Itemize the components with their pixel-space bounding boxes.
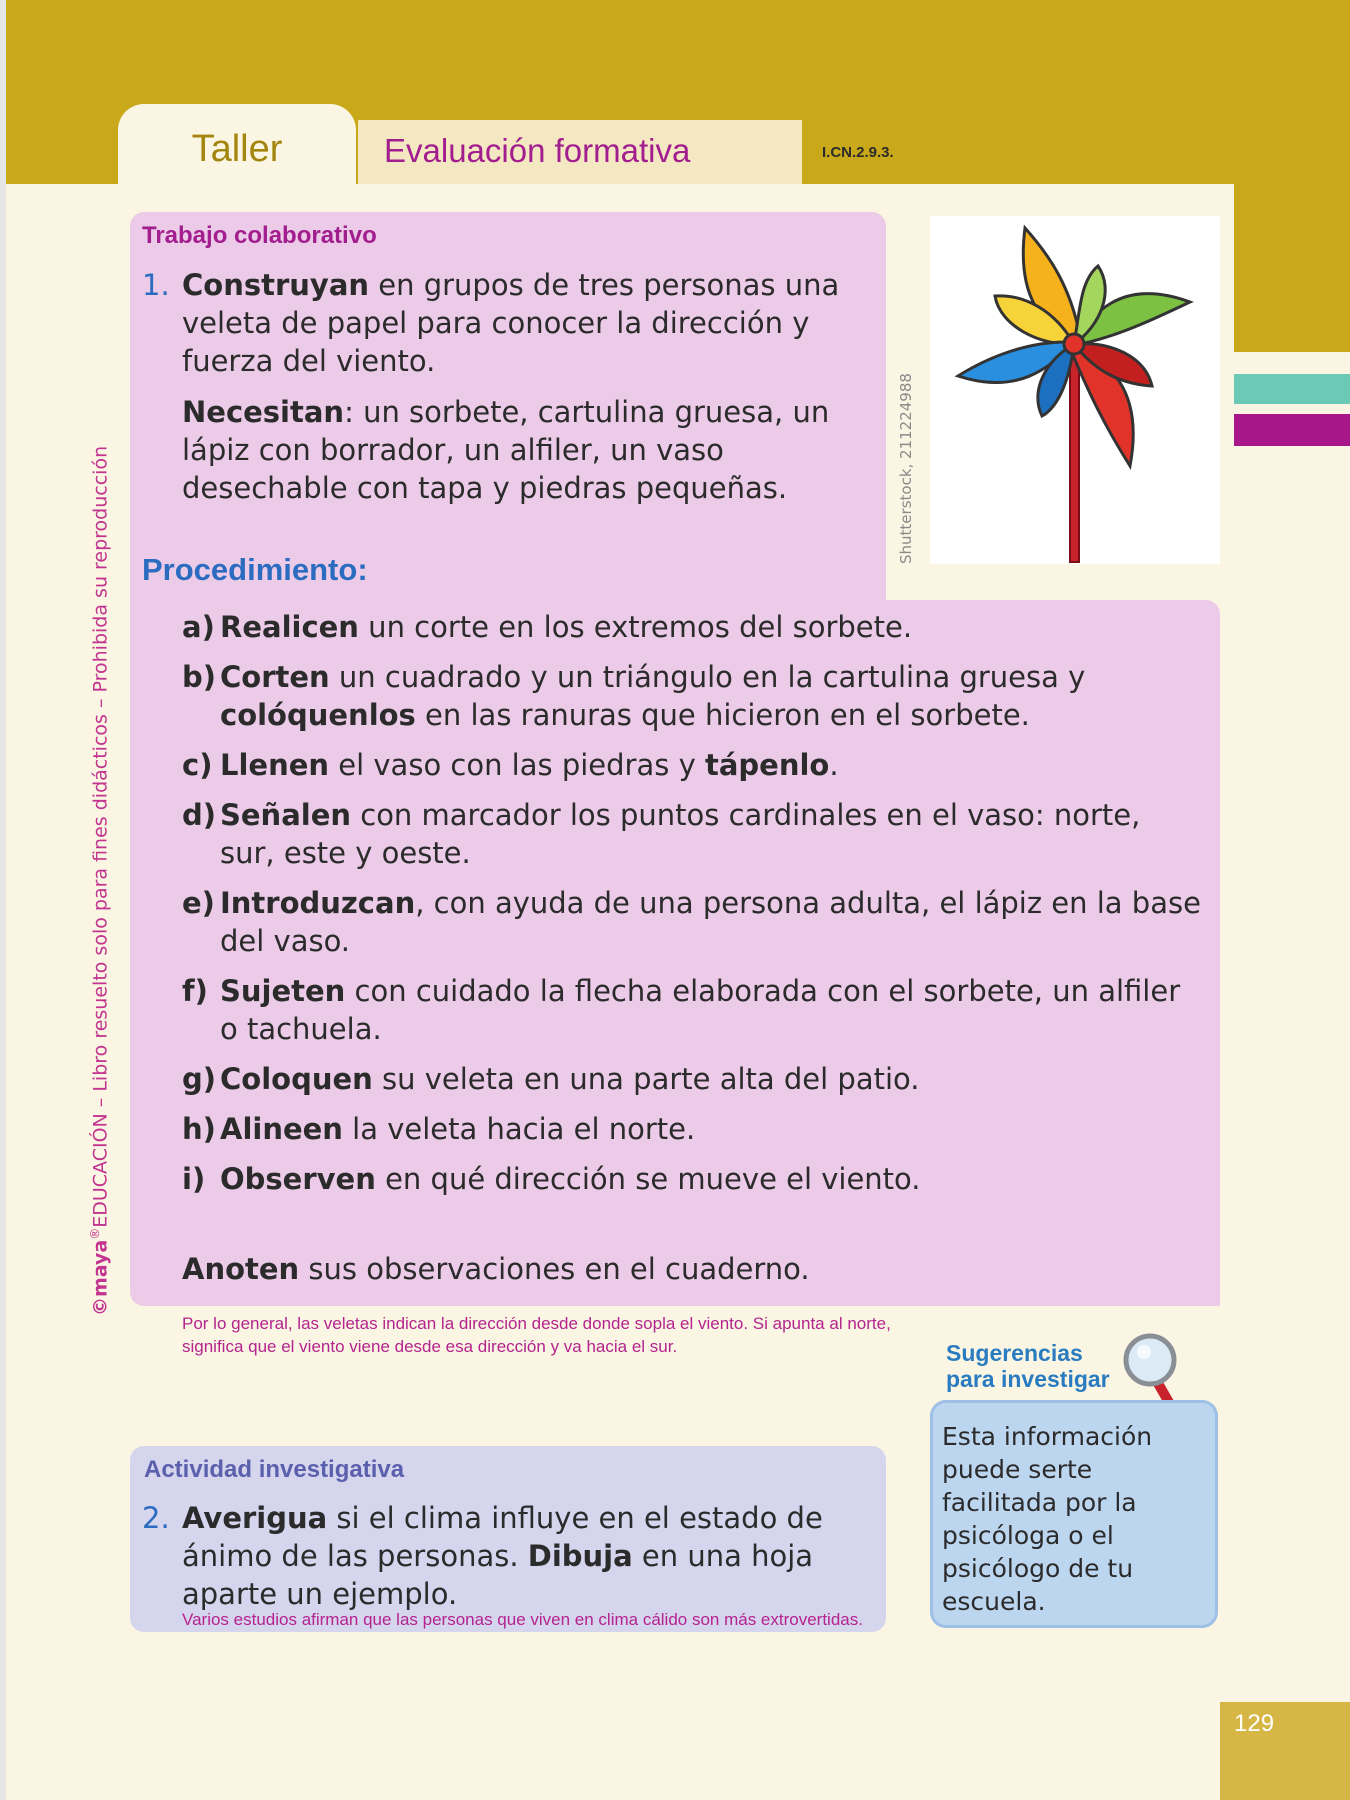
suggestions-text: Esta información puede serte facilitada por la psicóloga o el psicólogo de tu escuela. bbox=[942, 1422, 1153, 1616]
investigativa-label: Actividad investigativa bbox=[144, 1456, 405, 1483]
step-verb: Sujeten bbox=[220, 974, 346, 1008]
question-text: en grupos de tres personas una veleta de papel para conocer la dirección y fuerza del viento. bbox=[182, 268, 840, 378]
step-verb: Coloquen bbox=[220, 1062, 373, 1096]
procedure-steps bbox=[182, 608, 1202, 1210]
step-text bbox=[220, 796, 1202, 872]
step-text bbox=[220, 884, 1202, 960]
step-text bbox=[220, 1060, 1202, 1098]
procedure-step bbox=[182, 746, 1202, 784]
procedure-step bbox=[182, 1160, 1202, 1198]
procedure-step bbox=[182, 658, 1202, 734]
question-2-text2: en una hoja aparte un ejemplo. bbox=[182, 1539, 814, 1611]
step-text bbox=[220, 1110, 1202, 1148]
step-label: i) bbox=[182, 1162, 206, 1196]
step-fragment: , con ayuda de una persona adulta, el lápiz en la base del vaso. bbox=[220, 886, 1201, 958]
colaborativo-label: Trabajo colaborativo bbox=[142, 222, 377, 249]
question-2-number: 2. bbox=[142, 1501, 170, 1535]
indicator-code: I.CN.2.9.3. bbox=[822, 144, 894, 161]
question-verb: Construyan bbox=[182, 268, 370, 302]
suggestions-title-line2: para investigar bbox=[946, 1366, 1110, 1392]
step-fragment: su veleta en una parte alta del patio. bbox=[372, 1062, 920, 1096]
step-verb: Corten bbox=[220, 660, 330, 694]
step-fragment: un cuadrado y un triángulo en la cartulina gruesa y bbox=[329, 660, 1086, 694]
question-2-verb2: Dibuja bbox=[527, 1539, 633, 1573]
procedure-step bbox=[182, 972, 1202, 1048]
step-verb: Alineen bbox=[220, 1112, 343, 1146]
step-verb: Señalen bbox=[220, 798, 352, 832]
step-label: f) bbox=[182, 974, 208, 1008]
right-color-band bbox=[1234, 184, 1350, 352]
materials-paragraph bbox=[182, 393, 882, 507]
step-text bbox=[220, 608, 1202, 646]
page-number: 129 bbox=[1234, 1710, 1275, 1737]
step-verb: Introduzcan bbox=[220, 886, 416, 920]
closing-text: sus observaciones en el cuaderno. bbox=[299, 1252, 810, 1286]
procedure-step bbox=[182, 608, 1202, 646]
step-verb: Llenen bbox=[220, 748, 330, 782]
step-fragment: con cuidado la flecha elaborada con el sorbete, un alfiler o tachuela. bbox=[220, 974, 1181, 1046]
materials-text: : un sorbete, cartulina gruesa, un lápiz con borrador, un alfiler, un vaso desechable con tapa y piedras pequeñas. bbox=[182, 395, 830, 505]
pinwheel-photo bbox=[930, 216, 1220, 564]
procedure-step bbox=[182, 796, 1202, 872]
copyright-sidebar bbox=[88, 446, 111, 1316]
registered-mark: ® bbox=[88, 1227, 102, 1240]
step-label: g) bbox=[182, 1062, 217, 1096]
step-fragment: en las ranuras que hicieron en el sorbete. bbox=[415, 698, 1030, 732]
question-2-text1: si el clima influye en el estado de ánimo de las personas. bbox=[182, 1501, 823, 1573]
teal-edge-tab bbox=[1234, 374, 1350, 404]
pinwheel-icon bbox=[930, 216, 1220, 564]
step-verb: tápenlo bbox=[704, 748, 830, 782]
step-fragment: el vaso con las piedras y bbox=[329, 748, 705, 782]
step-text bbox=[220, 1160, 1202, 1198]
step-verb: Observen bbox=[220, 1162, 376, 1196]
procedure-step bbox=[182, 884, 1202, 960]
step-fragment: . bbox=[829, 748, 839, 782]
step-label: b) bbox=[182, 660, 217, 694]
step-fragment: en qué dirección se mueve el viento. bbox=[375, 1162, 921, 1196]
closing-verb: Anoten bbox=[182, 1252, 300, 1286]
step-label: e) bbox=[182, 886, 215, 920]
question-2 bbox=[142, 1499, 872, 1613]
photo-credit: Shutterstock, 211224988 bbox=[897, 373, 915, 564]
procedure-step bbox=[182, 1060, 1202, 1098]
taller-label: Taller bbox=[191, 128, 283, 170]
question-number: 1. bbox=[142, 268, 170, 302]
step-text bbox=[220, 658, 1202, 734]
procedure-step bbox=[182, 1110, 1202, 1148]
left-page-edge bbox=[0, 0, 6, 1800]
step-text bbox=[220, 972, 1202, 1048]
step-verb: Realicen bbox=[220, 610, 359, 644]
answer-note-2: Varios estudios afirman que las personas que viven en clima cálido son más extrovertidas. bbox=[182, 1610, 863, 1629]
copyright-text: EDUCACIÓN – Libro resuelto solo para fines didácticos – Prohibida su reproducción bbox=[89, 445, 112, 1228]
magenta-edge-tab bbox=[1234, 414, 1350, 446]
answer-note-1: Por lo general, las veletas indican la dirección desde donde sopla el viento. Si apunta al norte, significa que el viento viene desde esa dirección y va hacia el sur. bbox=[182, 1314, 891, 1356]
step-verb: colóquenlos bbox=[220, 698, 416, 732]
suggestions-title bbox=[946, 1340, 1110, 1392]
step-label: c) bbox=[182, 748, 213, 782]
step-fragment: la veleta hacia el norte. bbox=[342, 1112, 696, 1146]
question-1 bbox=[142, 266, 882, 380]
materials-label: Necesitan bbox=[182, 395, 345, 429]
question-2-verb1: Averigua bbox=[182, 1501, 328, 1535]
procedimiento-title: Procedimiento: bbox=[142, 552, 368, 587]
brand-logo: ©maya bbox=[89, 1239, 112, 1316]
closing-instruction bbox=[182, 1250, 810, 1288]
step-text bbox=[220, 746, 1202, 784]
step-fragment: con marcador los puntos cardinales en el vaso: norte, sur, este y oeste. bbox=[220, 798, 1141, 870]
section-title: Evaluación formativa bbox=[384, 132, 691, 169]
step-fragment: un corte en los extremos del sorbete. bbox=[358, 610, 913, 644]
step-label: a) bbox=[182, 610, 215, 644]
suggestions-title-line1: Sugerencias bbox=[946, 1340, 1083, 1366]
step-label: h) bbox=[182, 1112, 216, 1146]
step-label: d) bbox=[182, 798, 217, 832]
